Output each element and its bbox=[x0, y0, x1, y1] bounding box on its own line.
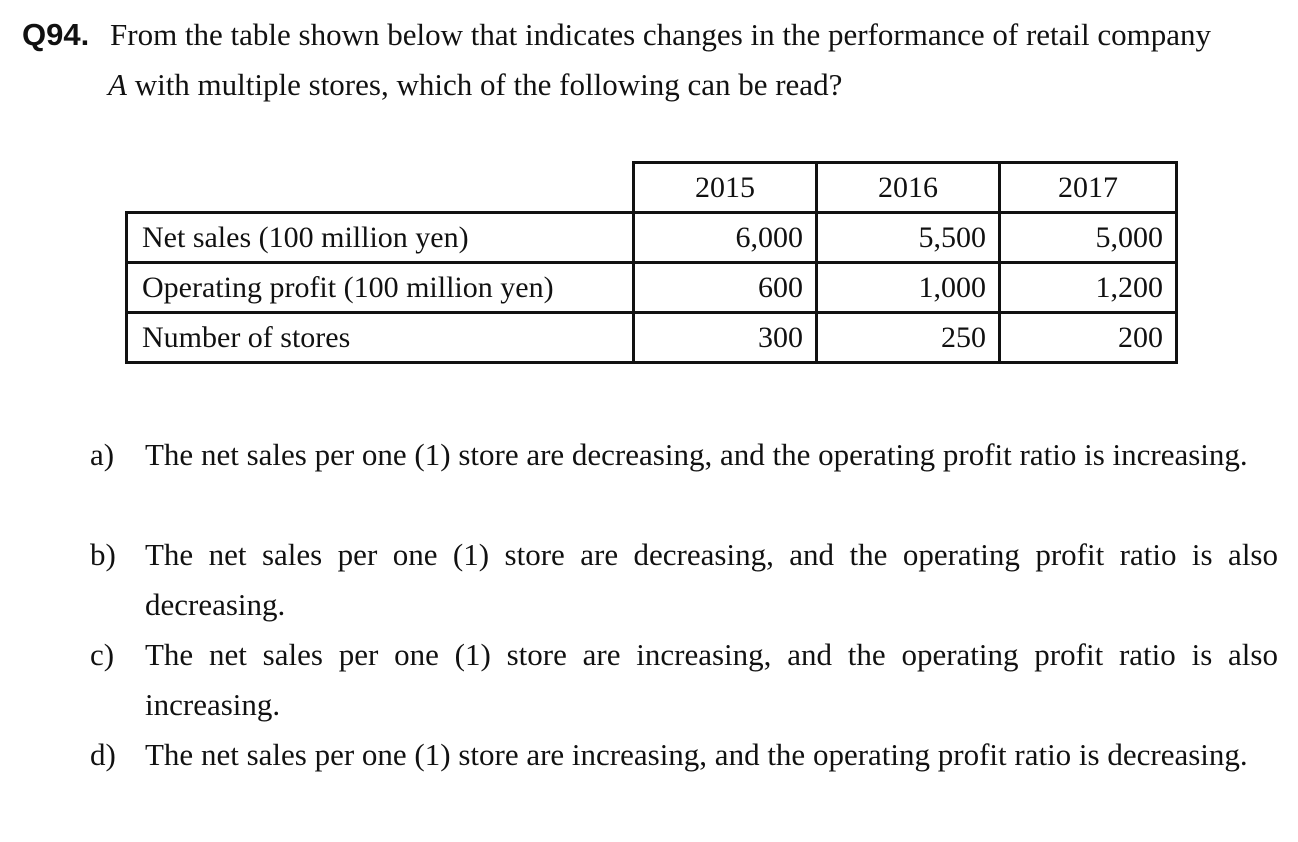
row-label: Operating profit (100 million yen) bbox=[127, 263, 634, 313]
table-cell: 5,000 bbox=[1000, 213, 1177, 263]
table-header-empty bbox=[127, 163, 634, 213]
table-cell: 5,500 bbox=[817, 213, 1000, 263]
company-name: A bbox=[108, 67, 127, 102]
table-header-year: 2015 bbox=[634, 163, 817, 213]
option-text: The net sales per one (1) store are decreasing, and the operating profit ratio is also decreasing. bbox=[145, 537, 1278, 622]
option-letter: c) bbox=[90, 637, 115, 672]
table-header-year: 2017 bbox=[1000, 163, 1177, 213]
table-row bbox=[127, 263, 1177, 313]
option-text: The net sales per one (1) store are decreasing, and the operating profit ratio is increasing. bbox=[145, 437, 1248, 472]
option-letter: a) bbox=[90, 437, 115, 472]
row-label: Net sales (100 million yen) bbox=[127, 213, 634, 263]
table-cell: 600 bbox=[634, 263, 817, 313]
table-cell: 200 bbox=[1000, 313, 1177, 363]
question-number: Q94. bbox=[22, 17, 90, 52]
option-letter: b) bbox=[90, 537, 116, 572]
table-cell: 1,000 bbox=[817, 263, 1000, 313]
table-cell: 300 bbox=[634, 313, 817, 363]
table-cell: 250 bbox=[817, 313, 1000, 363]
table-row bbox=[127, 313, 1177, 363]
table-cell: 6,000 bbox=[634, 213, 817, 263]
table-header-year: 2016 bbox=[817, 163, 1000, 213]
question-text-line-2-rest: with multiple stores, which of the following can be read? bbox=[126, 67, 843, 102]
performance-table bbox=[125, 161, 1178, 364]
table-row bbox=[127, 213, 1177, 263]
row-label: Number of stores bbox=[127, 313, 634, 363]
question-text-line-2 bbox=[108, 65, 842, 105]
table-cell: 1,200 bbox=[1000, 263, 1177, 313]
table-header-row bbox=[127, 163, 1177, 213]
option-text: The net sales per one (1) store are increasing, and the operating profit ratio is also increasing. bbox=[145, 637, 1278, 722]
question-text-line-1: From the table shown below that indicates changes in the performance of retail company bbox=[110, 17, 1211, 52]
option-text: The net sales per one (1) store are increasing, and the operating profit ratio is decreasing. bbox=[145, 737, 1248, 772]
option-letter: d) bbox=[90, 737, 116, 772]
